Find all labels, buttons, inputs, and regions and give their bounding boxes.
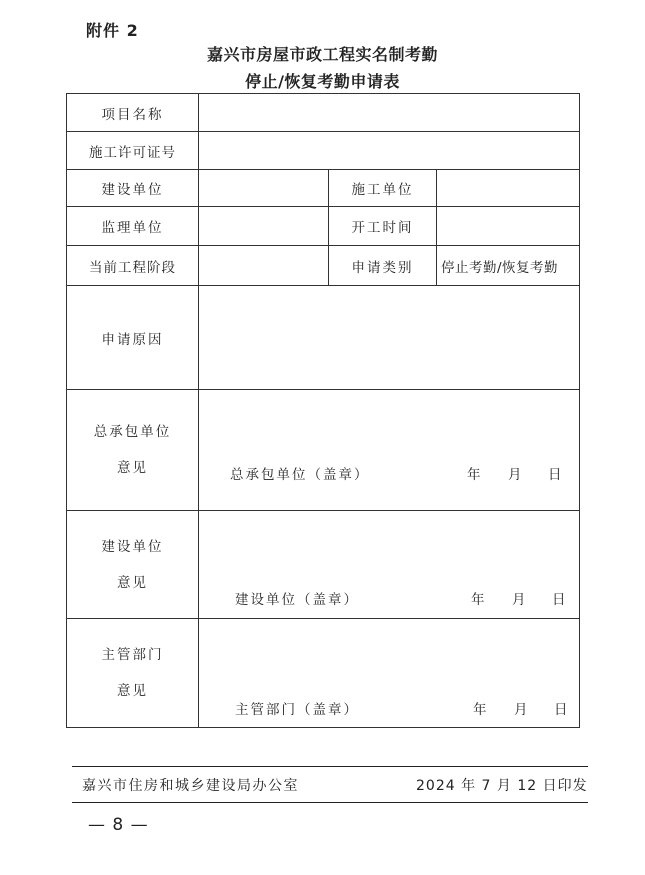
supervision-unit-label: 监理单位 [101,220,164,236]
footer-bottom-rule [72,802,588,803]
builder-opinion-field[interactable] [198,511,579,618]
reason-label: 申请原因 [101,331,164,348]
general-contractor-month: 月 [508,467,524,483]
row-reason [67,286,579,390]
row-builder-construction [67,170,579,207]
permit-number-label: 施工许可证号 [89,144,176,161]
footer-top-rule [72,766,588,767]
supervision-unit-field[interactable] [198,207,328,245]
row-general-contractor-opinion [67,390,579,511]
authority-month: 月 [514,702,530,718]
footer-issue-date: 2024 年 7 月 12 日印发 [416,778,588,794]
authority-opinion-label [67,619,198,727]
builder-opinion-label-line1: 建设单位 [101,538,164,555]
general-contractor-opinion-label [67,390,198,510]
project-name-label: 项目名称 [101,106,164,123]
row-project-name [67,94,579,132]
general-contractor-seal-text: 总承包单位（盖章） [230,467,370,483]
row-stage-type [67,246,579,286]
footer-issuer: 嘉兴市住房和城乡建设局办公室 [82,778,299,794]
form-title: 嘉兴市房屋市政工程实名制考勤 [206,45,438,64]
builder-day: 日 [552,592,568,608]
authority-opinion-label-line1: 主管部门 [101,647,164,663]
builder-seal-text: 建设单位（盖章） [235,592,359,608]
authority-opinion-label-line2: 意见 [117,683,148,699]
authority-year: 年 [473,702,489,718]
builder-unit-label: 建设单位 [101,182,164,198]
builder-year: 年 [471,592,487,608]
row-builder-opinion [67,511,579,619]
general-contractor-day: 日 [548,467,564,483]
page-number: — 8 — [88,815,149,835]
row-supervision-start [67,207,579,246]
current-stage-label: 当前工程阶段 [89,259,176,276]
construction-unit-field[interactable] [436,170,579,206]
start-time-field[interactable] [436,207,579,245]
general-contractor-label-line2: 意见 [117,460,148,476]
application-type-value[interactable]: 停止考勤/恢复考勤 [436,246,579,285]
builder-opinion-label-line2: 意见 [117,574,148,591]
general-contractor-opinion-field[interactable] [198,390,579,510]
builder-unit-field[interactable] [198,170,328,206]
permit-number-field[interactable] [198,132,579,169]
current-stage-field[interactable] [198,246,328,285]
general-contractor-label-line1: 总承包单位 [93,424,172,440]
builder-opinion-label [67,511,198,618]
authority-seal-text: 主管部门（盖章） [235,702,359,718]
row-permit-number [67,132,579,170]
application-type-label: 申请类别 [328,246,436,285]
attachment-label: 附件 2 [86,21,139,40]
construction-unit-label: 施工单位 [328,170,436,206]
general-contractor-year: 年 [467,467,483,483]
authority-day: 日 [554,702,570,718]
reason-field[interactable] [198,286,579,389]
row-authority-opinion [67,619,579,727]
authority-opinion-field[interactable] [198,619,579,727]
application-form-table [66,93,580,728]
project-name-field[interactable] [198,94,579,131]
start-time-label: 开工时间 [328,207,436,245]
form-subtitle: 停止/恢复考勤申请表 [245,72,400,91]
builder-month: 月 [512,592,528,608]
